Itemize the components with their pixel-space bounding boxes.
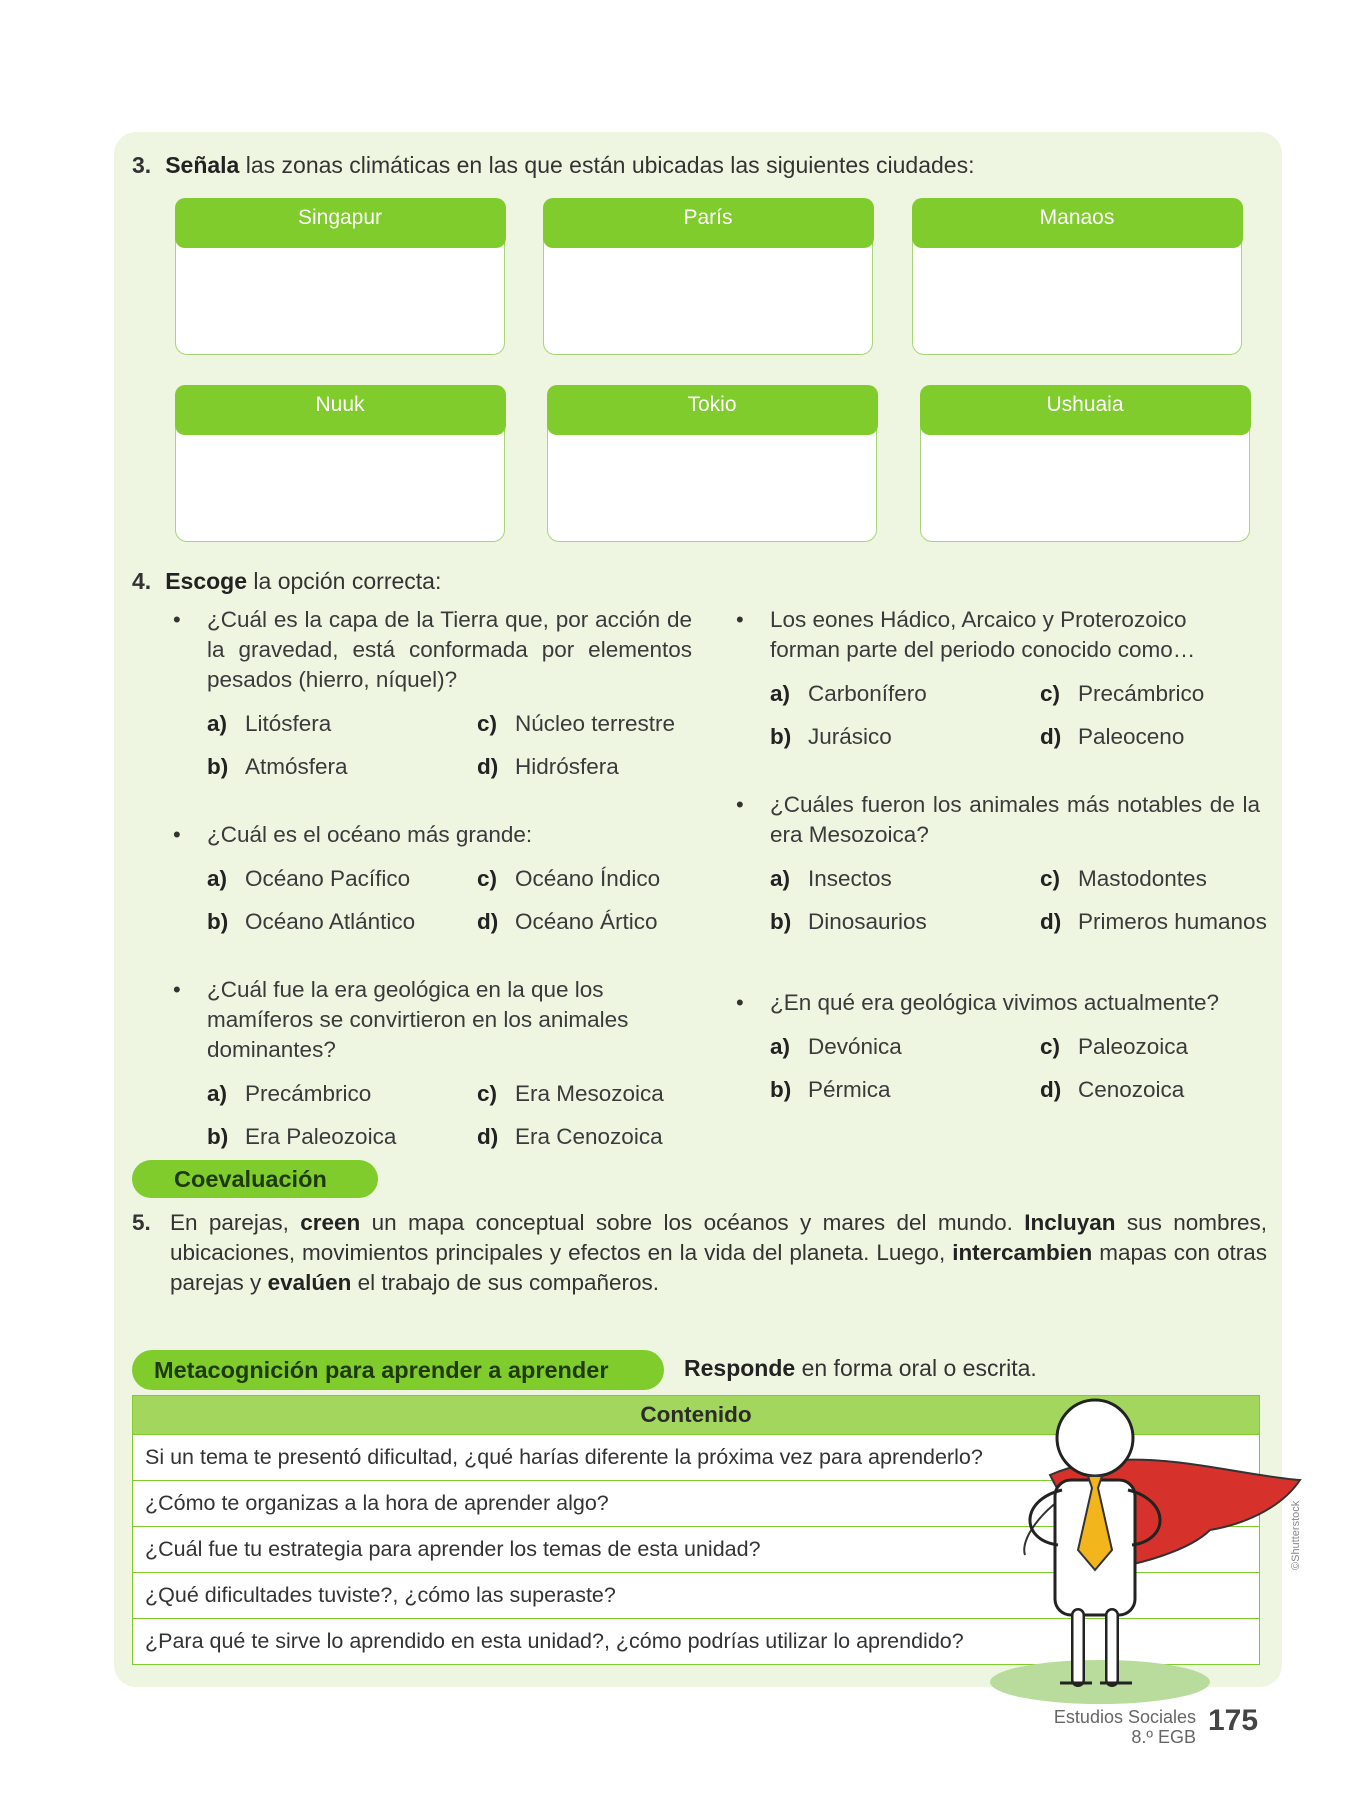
city-label: Singapur bbox=[175, 198, 506, 248]
table-row: ¿Cuál fue tu estrategia para aprender los temas de esta unidad? bbox=[133, 1526, 1259, 1572]
table-row: ¿Qué dificultades tuviste?, ¿cómo las superaste? bbox=[133, 1572, 1259, 1618]
mc-option[interactable]: c) Océano Índico bbox=[477, 866, 661, 891]
mc-question bbox=[173, 975, 692, 1152]
image-credit: ©Shutterstock bbox=[1290, 1500, 1302, 1570]
city-label: Tokio bbox=[547, 385, 878, 435]
bullet-icon: • bbox=[736, 792, 744, 817]
question-text: las zonas climáticas en las que están ubicadas las siguientes ciudades: bbox=[239, 152, 975, 178]
mc-option[interactable]: c) Mastodontes bbox=[1040, 866, 1207, 891]
city-card-nuuk[interactable] bbox=[175, 385, 505, 542]
mc-option[interactable]: b) Jurásico bbox=[770, 724, 892, 749]
table-header: Contenido bbox=[133, 1396, 1259, 1434]
bullet-icon: • bbox=[173, 977, 181, 1002]
city-card-ushuaia[interactable] bbox=[920, 385, 1250, 542]
mc-options bbox=[770, 1032, 1260, 1105]
mc-question-text: ¿Cuál es la capa de la Tierra que, por acción de la gravedad, está conformada por elementos pesados (hierro, níquel)? bbox=[207, 607, 692, 692]
mc-question bbox=[173, 820, 692, 937]
bullet-icon: • bbox=[736, 607, 744, 632]
question-4-title bbox=[132, 568, 441, 595]
mc-option[interactable]: d) Paleoceno bbox=[1040, 724, 1185, 749]
mc-option[interactable]: a) Océano Pacífico bbox=[207, 866, 411, 891]
subject-name: Estudios Sociales bbox=[1053, 1707, 1196, 1727]
mc-question-text: ¿Cuál fue la era geológica en la que los mamíferos se convirtieron en los animales dominantes? bbox=[207, 977, 629, 1062]
city-label: París bbox=[543, 198, 874, 248]
question-verb: Escoge bbox=[165, 568, 248, 594]
question-3-title bbox=[132, 152, 975, 179]
city-label: Ushuaia bbox=[920, 385, 1251, 435]
mc-question bbox=[736, 790, 1267, 937]
mc-option[interactable]: b) Dinosaurios bbox=[770, 909, 927, 934]
mc-option[interactable]: d) Hidrósfera bbox=[477, 754, 619, 779]
mc-question-text: ¿En qué era geológica vivimos actualmente? bbox=[770, 990, 1220, 1015]
footer-subject bbox=[1054, 1707, 1196, 1747]
grade-level: 8.º EGB bbox=[1131, 1727, 1196, 1747]
city-label: Nuuk bbox=[175, 385, 506, 435]
mc-question bbox=[173, 605, 692, 782]
mc-option[interactable]: a) Devónica bbox=[770, 1034, 902, 1059]
bullet-icon: • bbox=[173, 822, 181, 847]
table-row: Si un tema te presentó dificultad, ¿qué harías diferente la próxima vez para aprenderlo? bbox=[133, 1434, 1259, 1480]
question-number: 5. bbox=[132, 1210, 151, 1235]
coevaluacion-label: Coevaluación bbox=[132, 1160, 378, 1198]
mc-options bbox=[770, 679, 1260, 752]
mc-option[interactable]: b) Era Paleozoica bbox=[207, 1124, 397, 1149]
mc-option[interactable]: c) Núcleo terrestre bbox=[477, 711, 676, 736]
city-card-singapur[interactable] bbox=[175, 198, 505, 355]
table-row: ¿Para qué te sirve lo aprendido en esta unidad?, ¿cómo podrías utilizar lo aprendido? bbox=[133, 1618, 1259, 1664]
mc-option[interactable]: c) Precámbrico bbox=[1040, 681, 1205, 706]
mc-option[interactable]: a) Precámbrico bbox=[207, 1081, 372, 1106]
question-number: 3. bbox=[132, 152, 152, 178]
metacognicion-instruction: Responde en forma oral o escrita. bbox=[684, 1355, 1037, 1381]
bullet-icon: • bbox=[736, 990, 744, 1015]
mc-option[interactable]: d) Cenozoica bbox=[1040, 1077, 1185, 1102]
city-card-tokio[interactable] bbox=[547, 385, 877, 542]
mc-question bbox=[736, 605, 1260, 752]
mc-question-text: ¿Cuáles fueron los animales más notables de la era Mesozoica? bbox=[770, 792, 1260, 847]
mc-option[interactable]: d) Océano Ártico bbox=[477, 909, 658, 934]
mc-option[interactable]: a) Litósfera bbox=[207, 711, 332, 736]
question-5 bbox=[132, 1208, 1267, 1298]
bullet-icon: • bbox=[173, 607, 181, 632]
mc-options bbox=[207, 864, 692, 937]
mc-option[interactable]: d) Era Cenozoica bbox=[477, 1124, 663, 1149]
question-5-text: En parejas, creen un mapa conceptual sobre los océanos y mares del mundo. Incluyan sus nombres, ubicaciones, movimientos principales y efectos en la vida del planeta. Luego, intercambien mapas con otras parejas y evalúen el trabajo de sus compañeros. bbox=[170, 1210, 1267, 1295]
city-card-manaos[interactable] bbox=[912, 198, 1242, 355]
superhero-illustration-icon bbox=[980, 1380, 1320, 1710]
mc-option[interactable]: c) Paleozoica bbox=[1040, 1034, 1189, 1059]
mc-option[interactable]: b) Pérmica bbox=[770, 1077, 891, 1102]
mc-option[interactable]: a) Carbonífero bbox=[770, 681, 927, 706]
mc-question bbox=[736, 988, 1260, 1105]
city-label: Manaos bbox=[912, 198, 1243, 248]
question-verb: Señala bbox=[165, 152, 240, 178]
table-row: ¿Cómo te organizas a la hora de aprender algo? bbox=[133, 1480, 1259, 1526]
metacognicion-label: Metacognición para aprender a aprender bbox=[132, 1350, 664, 1390]
city-card-paris[interactable] bbox=[543, 198, 873, 355]
mc-options bbox=[207, 709, 692, 782]
page-number: 175 bbox=[1208, 1704, 1259, 1737]
mc-question-text: Los eones Hádico, Arcaico y Proterozoico forman parte del periodo conocido como… bbox=[770, 607, 1196, 662]
mc-option[interactable]: b) Océano Atlántico bbox=[207, 909, 416, 934]
mc-question-text: ¿Cuál es el océano más grande: bbox=[207, 822, 533, 847]
mc-option[interactable]: a) Insectos bbox=[770, 866, 892, 891]
mc-options bbox=[770, 864, 1267, 937]
mc-option[interactable]: b) Atmósfera bbox=[207, 754, 348, 779]
mc-options bbox=[207, 1079, 692, 1152]
question-number: 4. bbox=[132, 568, 152, 594]
mc-option[interactable]: c) Era Mesozoica bbox=[477, 1081, 664, 1106]
mc-option[interactable]: d) Primeros humanos bbox=[1040, 909, 1267, 934]
question-text: la opción correcta: bbox=[247, 568, 442, 594]
